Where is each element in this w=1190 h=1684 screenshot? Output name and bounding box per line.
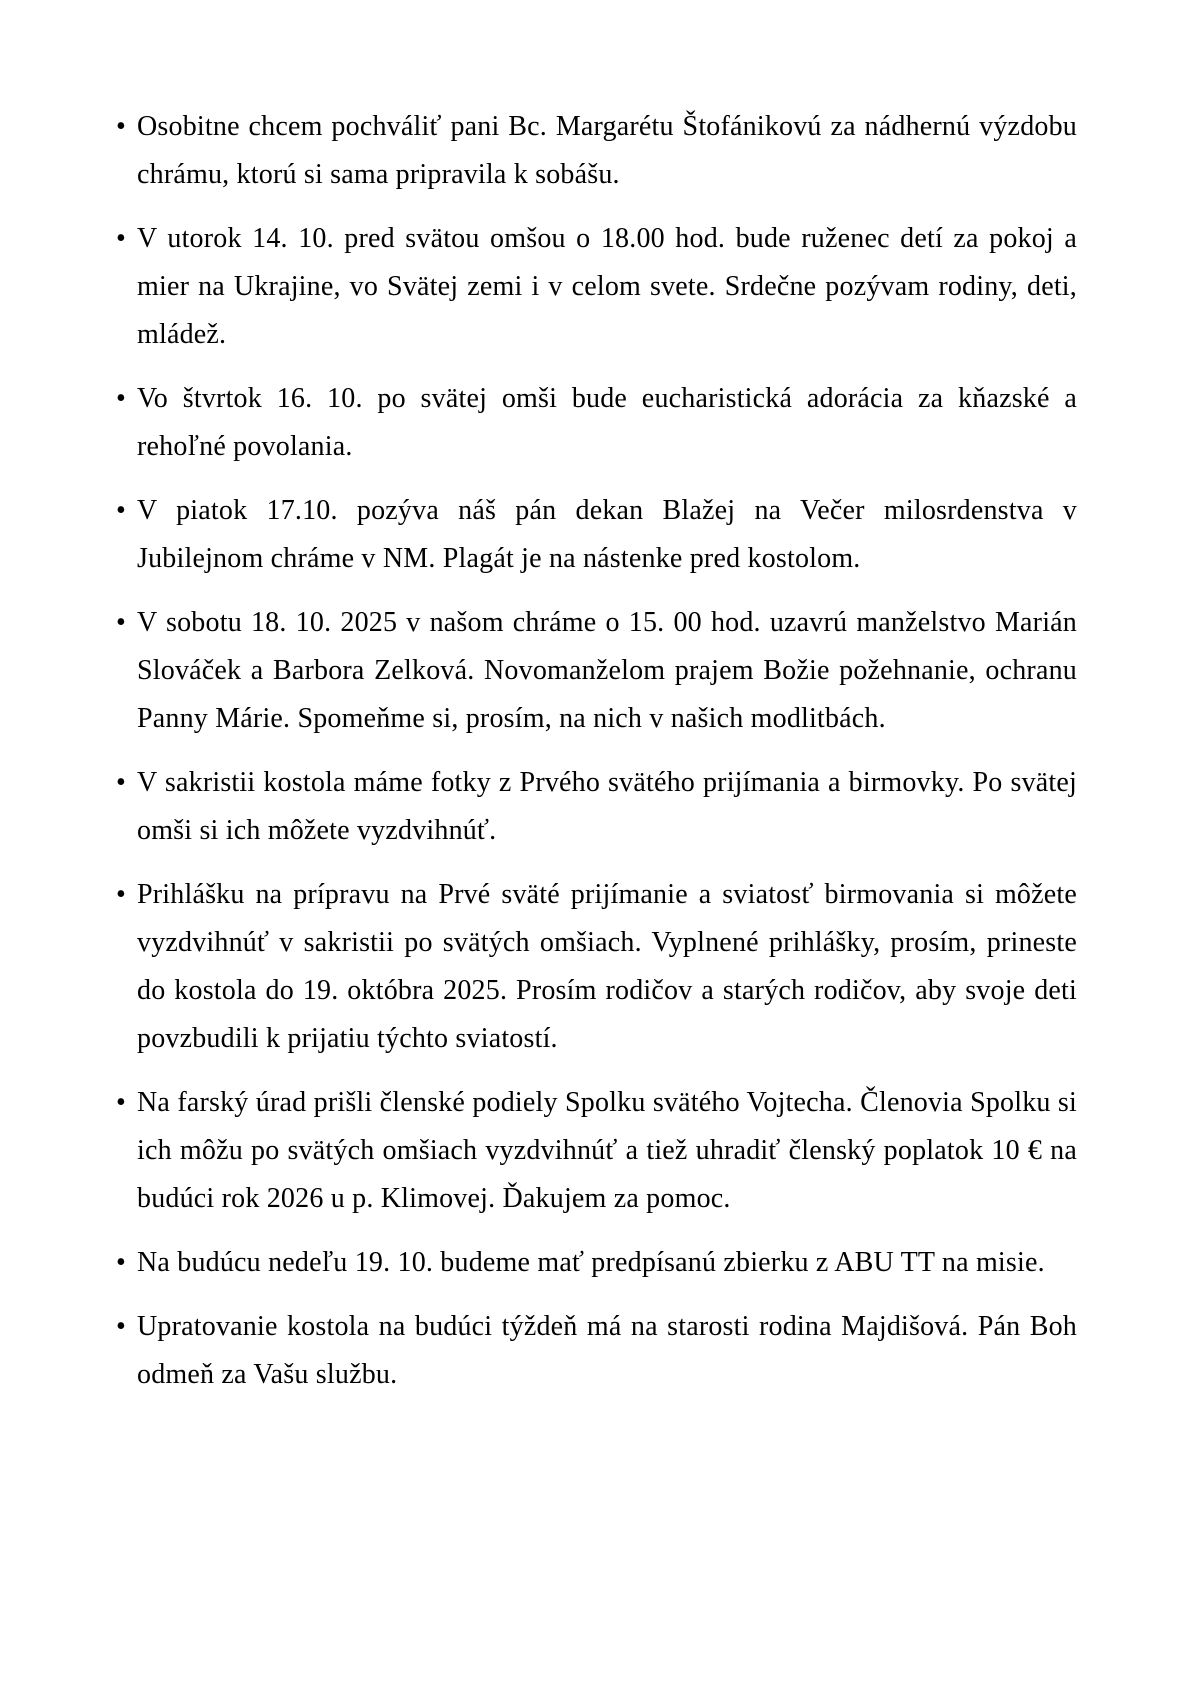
announcement-item: • V sakristii kostola máme fotky z Prvého svätého prijímania a birmovky. Po svätej omši si ich môžete vyzdvihnúť. <box>137 759 1077 855</box>
announcement-item: • Upratovanie kostola na budúci týždeň má na starosti rodina Majdišová. Pán Boh odmeň za Vašu službu. <box>137 1303 1077 1399</box>
announcements-list <box>137 103 1077 1399</box>
announcement-item: • V piatok 17.10. pozýva náš pán dekan Blažej na Večer milosrdenstva v Jubilejnom chráme v NM. Plagát je na nástenke pred kostolom. <box>137 487 1077 583</box>
announcement-item: • Vo štvrtok 16. 10. po svätej omši bude eucharistická adorácia za kňazské a rehoľné povolania. <box>137 375 1077 471</box>
announcement-item: • Na budúcu nedeľu 19. 10. budeme mať predpísanú zbierku z ABU TT na misie. <box>137 1239 1077 1287</box>
announcement-item: • Na farský úrad prišli členské podiely Spolku svätého Vojtecha. Členovia Spolku si ich môžu po svätých omšiach vyzdvihnúť a tiež uhradiť členský poplatok 10 € na budúci rok 2026 u p. Klimovej. Ďakujem za pomoc. <box>137 1079 1077 1223</box>
announcement-item: • V utorok 14. 10. pred svätou omšou o 18.00 hod. bude ruženec detí za pokoj a mier na Ukrajine, vo Svätej zemi i v celom svete. Srdečne pozývam rodiny, deti, mládež. <box>137 215 1077 359</box>
announcement-item: • Prihlášku na prípravu na Prvé sväté prijímanie a sviatosť birmovania si môžete vyzdvihnúť v sakristii po svätých omšiach. Vyplnené prihlášky, prosím, prineste do kostola do 19. októbra 2025. Prosím rodičov a starých rodičov, aby svoje deti povzbudili k prijatiu týchto sviatostí. <box>137 871 1077 1063</box>
announcement-item: • Osobitne chcem pochváliť pani Bc. Margarétu Štofánikovú za nádhernú výzdobu chrámu, ktorú si sama pripravila k sobášu. <box>137 103 1077 199</box>
announcement-item: • V sobotu 18. 10. 2025 v našom chráme o 15. 00 hod. uzavrú manželstvo Marián Slováček a Barbora Zelková. Novomanželom prajem Božie požehnanie, ochranu Panny Márie. Spomeňme si, prosím, na nich v našich modlitbách. <box>137 599 1077 743</box>
